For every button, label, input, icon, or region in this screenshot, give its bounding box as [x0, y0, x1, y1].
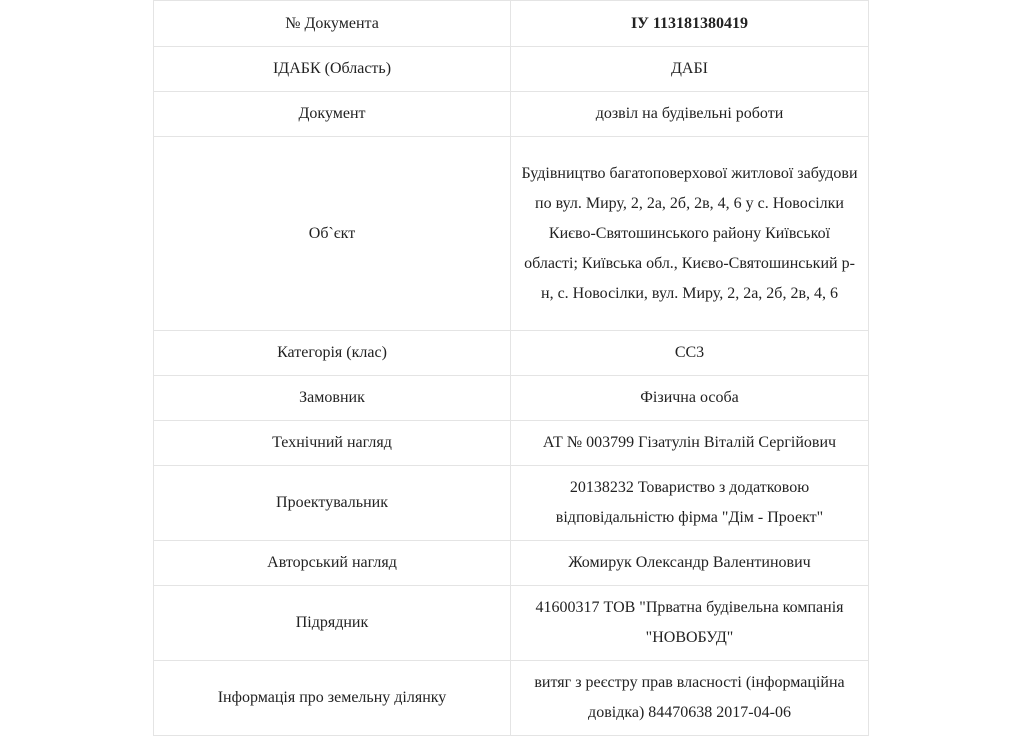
- contractor-value: 41600317 ТОВ "Прватна будівельна компанія "НОВОБУД": [511, 586, 869, 661]
- table-row-land-plot-info: [154, 661, 869, 736]
- table-row-designer: [154, 466, 869, 541]
- object-value: Будівництво багатоповерхової житлової забудови по вул. Миру, 2, 2а, 2б, 2в, 4, 6 у с. Новосілки Києво-Святошинського району Київської області; Київська обл., Києво-Святошинський р-н, с. Новосілки, вул. Миру, 2, 2а, 2б, 2в, 4, 6: [511, 137, 869, 331]
- row-label: Підрядник: [154, 586, 511, 661]
- row-label: ІДАБК (Область): [154, 47, 511, 92]
- row-label: Проектувальник: [154, 466, 511, 541]
- author-supervision-value: Жомирук Олександр Валентинович: [511, 541, 869, 586]
- table-row-author-supervision: [154, 541, 869, 586]
- technical-supervision-value: АТ № 003799 Гізатулін Віталій Сергійович: [511, 421, 869, 466]
- document-details-table: [153, 0, 869, 736]
- category-value: СС3: [511, 331, 869, 376]
- row-label: Замовник: [154, 376, 511, 421]
- row-label: Авторський нагляд: [154, 541, 511, 586]
- designer-value: 20138232 Товариство з додатковою відповідальністю фірма "Дім - Проект": [511, 466, 869, 541]
- table-row-idabk: [154, 47, 869, 92]
- table-row-object: [154, 137, 869, 331]
- row-label: № Документа: [154, 1, 511, 47]
- table-row-contractor: [154, 586, 869, 661]
- row-label: Документ: [154, 92, 511, 137]
- row-label: Об`єкт: [154, 137, 511, 331]
- table-row-document-type: [154, 92, 869, 137]
- row-label: Технічний нагляд: [154, 421, 511, 466]
- document-type-value: дозвіл на будівельні роботи: [511, 92, 869, 137]
- table-row-document-number: [154, 1, 869, 47]
- customer-value: Фізична особа: [511, 376, 869, 421]
- table-row-customer: [154, 376, 869, 421]
- land-plot-info-value: витяг з реєстру прав власності (інформаційна довідка) 84470638 2017-04-06: [511, 661, 869, 736]
- document-number-value: ІУ 113181380419: [511, 1, 869, 47]
- idabk-value: ДАБІ: [511, 47, 869, 92]
- row-label: Категорія (клас): [154, 331, 511, 376]
- table-row-technical-supervision: [154, 421, 869, 466]
- row-label: Інформація про земельну ділянку: [154, 661, 511, 736]
- table-row-category: [154, 331, 869, 376]
